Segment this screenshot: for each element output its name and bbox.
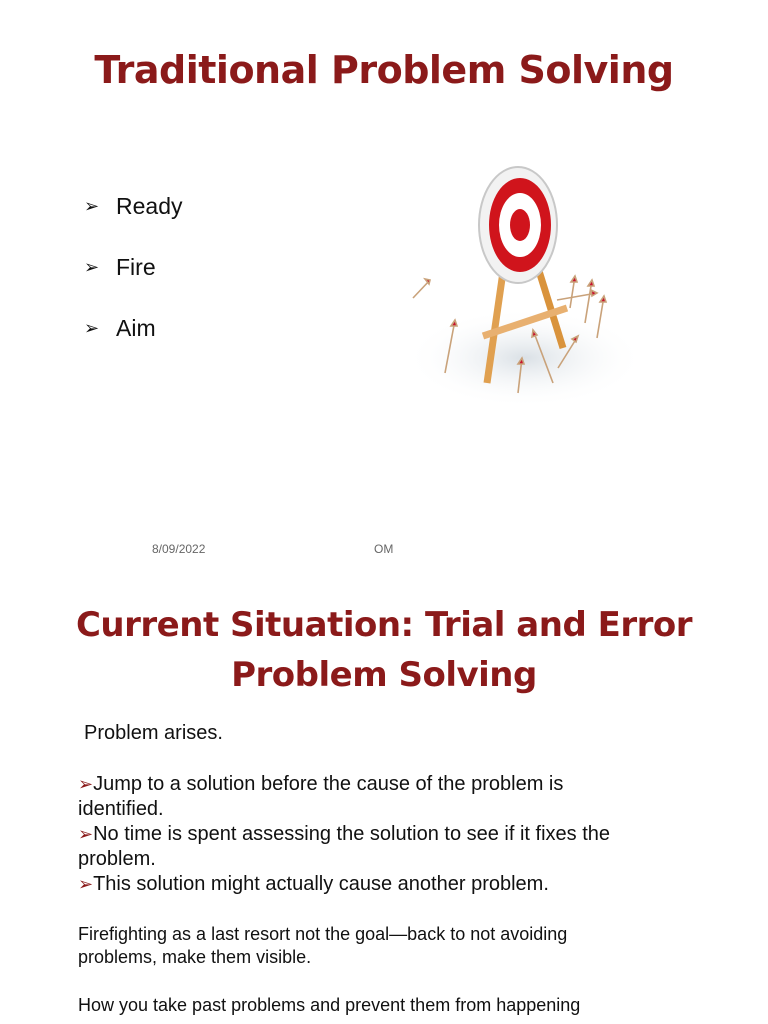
slide2-title (0, 600, 768, 700)
arrow-bullet-icon: ➢ (78, 824, 94, 844)
bullet-text: Ready (116, 193, 183, 219)
slide2-title-line2: Problem Solving (231, 655, 537, 695)
bullet-item (84, 176, 182, 237)
bullet-text: Aim (116, 315, 156, 341)
arrow-bullet-icon: ➢ (78, 774, 94, 794)
arrow-bullet-icon: ➢ (84, 196, 100, 216)
list-item (78, 822, 638, 872)
slide2-paragraph-prevention: How you take past problems and prevent them from happening (78, 995, 581, 1015)
slide1-bullet-list (84, 176, 182, 359)
slide1-title: Traditional Problem Solving (94, 48, 674, 92)
slide-current-situation (0, 580, 768, 1024)
arrow-bullet-icon: ➢ (84, 318, 100, 338)
arrow-bullet-icon: ➢ (84, 257, 100, 277)
slide2-intro: Problem arises. (84, 722, 223, 744)
slide1-footer-author: OM (374, 542, 394, 556)
bullet-item (84, 237, 182, 298)
bullet-item (84, 298, 182, 359)
point-text: This solution might actually cause another problem. (93, 873, 549, 895)
list-item (78, 772, 638, 822)
target-with-arrows-illustration (375, 158, 645, 418)
slide2-title-line1: Current Situation: Trial and Error (75, 605, 693, 645)
arrow-bullet-icon: ➢ (78, 874, 94, 894)
slide2-point-list (78, 772, 638, 897)
point-text: Jump to a solution before the cause of the problem is identified. (78, 773, 564, 820)
point-text: No time is spent assessing the solution to see if it fixes the problem. (78, 823, 611, 870)
slide1-footer-date: 8/09/2022 (152, 542, 206, 556)
slide2-paragraph-firefighting: Firefighting as a last resort not the goal—back to not avoiding problems, make them visible. (78, 924, 568, 967)
bullet-text: Fire (116, 254, 156, 280)
list-item (78, 872, 638, 897)
